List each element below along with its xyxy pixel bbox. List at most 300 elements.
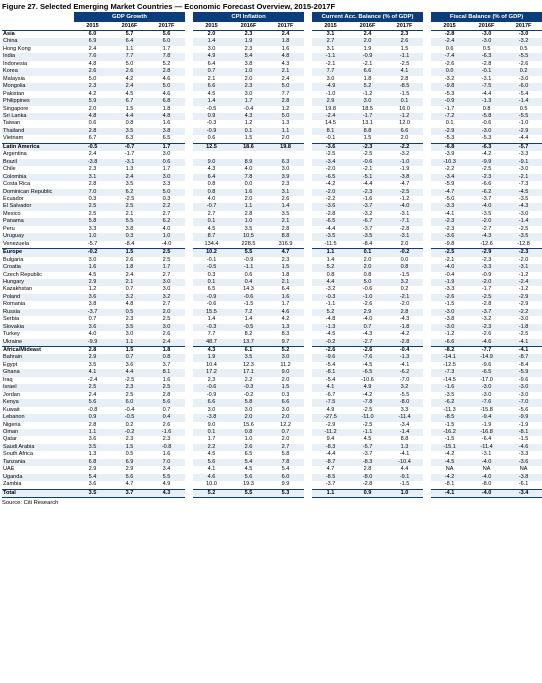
value-cell: -0.8 bbox=[87, 406, 98, 413]
value-cell: 1.3 bbox=[386, 444, 423, 451]
value-cell: -1.5 bbox=[444, 436, 455, 443]
value-cell: 0.6 bbox=[148, 159, 185, 166]
country-name: Total bbox=[2, 489, 74, 497]
value-cell: 6.3 bbox=[267, 159, 304, 166]
value-cell: 8.8 bbox=[349, 128, 386, 135]
value-cell: 0.7 bbox=[125, 286, 134, 293]
country-name: El Salvador bbox=[2, 203, 74, 210]
value-cell: 2.5 bbox=[148, 249, 185, 257]
value-cell: 0.7 bbox=[111, 354, 148, 361]
value-cell: -2.5 bbox=[124, 195, 135, 202]
country-name: South Africa bbox=[3, 451, 33, 458]
value-cell: -2.0 bbox=[312, 189, 349, 196]
value-cell: 2.6 bbox=[386, 38, 423, 45]
year-header: 2017F bbox=[148, 22, 185, 31]
value-cell: -3.2 bbox=[325, 286, 336, 293]
value-cell: -2.8 bbox=[386, 339, 423, 347]
value-cell: 6.0 bbox=[267, 474, 304, 481]
value-cell: 4.9 bbox=[193, 53, 230, 60]
value-cell: 19.3 bbox=[243, 481, 254, 488]
table-row bbox=[2, 233, 542, 240]
value-cell: -2.2 bbox=[505, 309, 542, 316]
country-name: Kazakhstan bbox=[3, 286, 32, 293]
value-cell: 228.5 bbox=[241, 240, 256, 247]
value-cell: 4.5 bbox=[207, 90, 216, 97]
table-row bbox=[2, 135, 542, 143]
value-cell: -0.1 bbox=[325, 135, 336, 142]
value-cell: 6.7 bbox=[88, 135, 97, 142]
value-cell: -2.1 bbox=[386, 294, 423, 301]
value-cell: 1.1 bbox=[312, 489, 349, 497]
value-cell: -3.1 bbox=[111, 159, 148, 166]
value-cell: 1.5 bbox=[111, 347, 148, 355]
value-cell: 3.8 bbox=[88, 301, 97, 308]
country-name: Europe bbox=[2, 249, 74, 257]
value-cell: 2.0 bbox=[148, 309, 185, 316]
value-cell: -4.0 bbox=[468, 474, 505, 481]
value-cell: 2.4 bbox=[349, 31, 386, 39]
value-cell: -2.4 bbox=[87, 376, 98, 383]
value-cell: -5.5 bbox=[505, 53, 542, 60]
value-cell: 2.5 bbox=[74, 384, 111, 391]
value-cell: -4.1 bbox=[505, 339, 542, 347]
value-cell: 2.8 bbox=[88, 181, 97, 188]
value-cell: -4.6 bbox=[505, 444, 542, 451]
value-cell: -2.3 bbox=[349, 143, 386, 151]
value-cell: 2.5 bbox=[88, 210, 97, 217]
value-cell: -27.5 bbox=[312, 414, 349, 421]
value-cell: -10.4 bbox=[386, 459, 423, 466]
value-cell: 1.0 bbox=[386, 489, 423, 497]
country-name: Singapore bbox=[3, 105, 29, 112]
value-cell: -2.1 bbox=[362, 166, 373, 173]
value-cell: -3.3 bbox=[431, 203, 468, 210]
value-cell: 2.6 bbox=[162, 421, 171, 428]
value-cell: 2.0 bbox=[244, 195, 253, 202]
value-cell: -16.2 bbox=[431, 429, 468, 436]
value-cell: 7.0 bbox=[148, 459, 185, 466]
value-cell: 6.8 bbox=[74, 459, 111, 466]
value-cell: 4.9 bbox=[326, 406, 335, 413]
value-cell: 0.5 bbox=[111, 309, 148, 316]
value-cell: -4.3 bbox=[468, 233, 505, 240]
table-row bbox=[2, 61, 542, 68]
value-cell: 4.1 bbox=[74, 369, 111, 376]
table-row bbox=[2, 226, 542, 233]
value-cell: 1.4 bbox=[193, 98, 230, 105]
value-cell: 13.1 bbox=[362, 120, 373, 127]
value-cell: -15.8 bbox=[480, 406, 493, 413]
value-cell: -4.8 bbox=[325, 316, 336, 323]
value-cell: 1.1 bbox=[111, 339, 148, 347]
value-cell: 2.5 bbox=[148, 384, 185, 391]
value-cell: -11.4 bbox=[468, 444, 505, 451]
value-cell: 0.7 bbox=[88, 316, 97, 323]
year-header: 2015 bbox=[74, 22, 111, 31]
table-body bbox=[2, 31, 542, 498]
value-cell: 4.8 bbox=[125, 301, 134, 308]
value-cell: -6.0 bbox=[505, 83, 542, 90]
country-name: Mexico bbox=[3, 210, 21, 217]
value-cell: 9.0 bbox=[193, 159, 230, 166]
value-cell: 5.5 bbox=[111, 218, 148, 225]
value-cell: -1.7 bbox=[481, 286, 492, 293]
country-name: Malaysia bbox=[3, 75, 25, 82]
value-cell: -0.8 bbox=[148, 444, 185, 451]
value-cell: -9.1 bbox=[505, 159, 542, 166]
value-cell: -2.2 bbox=[325, 195, 336, 202]
value-cell: 6.5 bbox=[244, 451, 253, 458]
country-name: Venezuela bbox=[3, 240, 29, 247]
value-cell: 19.8 bbox=[325, 105, 336, 112]
value-cell: 2.4 bbox=[111, 174, 148, 181]
value-cell: 3.6 bbox=[125, 361, 134, 368]
value-cell: 0.7 bbox=[267, 429, 304, 436]
value-cell: 4.3 bbox=[230, 113, 267, 120]
value-cell: 3.0 bbox=[326, 75, 335, 82]
value-cell: 13.7 bbox=[230, 339, 267, 347]
value-cell: 9.9 bbox=[281, 481, 290, 488]
value-cell: 1.6 bbox=[162, 451, 171, 458]
value-cell: -10.6 bbox=[361, 376, 374, 383]
table-row bbox=[2, 91, 542, 98]
value-cell: 2.0 bbox=[281, 436, 290, 443]
table-row bbox=[2, 53, 542, 60]
value-cell: -0.4 bbox=[243, 105, 254, 112]
value-cell: 3.7 bbox=[162, 361, 171, 368]
value-cell: -2.8 bbox=[481, 301, 492, 308]
table-row bbox=[2, 68, 542, 75]
value-cell: 3.0 bbox=[349, 98, 386, 105]
value-cell: -9.9 bbox=[74, 339, 111, 347]
value-cell: 3.5 bbox=[230, 354, 267, 361]
value-cell: 0.7 bbox=[193, 68, 230, 75]
value-cell: 5.3 bbox=[267, 489, 304, 497]
value-cell: 1.2 bbox=[281, 105, 290, 112]
value-cell: -1.3 bbox=[468, 98, 505, 105]
value-cell: -1.5 bbox=[399, 271, 410, 278]
table-row bbox=[2, 151, 542, 158]
value-cell: 8.7 bbox=[193, 233, 230, 240]
value-cell: -1.4 bbox=[386, 429, 423, 436]
country-name: Dominican Republic bbox=[2, 189, 74, 196]
value-cell: 2.7 bbox=[267, 444, 304, 451]
table-row bbox=[2, 316, 542, 323]
country-name: Zambia bbox=[3, 481, 22, 488]
value-cell: 5.2 bbox=[312, 264, 349, 271]
value-cell: -2.8 bbox=[431, 31, 468, 39]
value-cell: 1.8 bbox=[148, 347, 185, 355]
value-cell: 6.2 bbox=[111, 189, 148, 196]
value-cell: -7.2 bbox=[431, 113, 468, 120]
value-cell: -4.7 bbox=[431, 189, 468, 196]
value-cell: -2.6 bbox=[362, 301, 373, 308]
value-cell: -2.0 bbox=[468, 279, 505, 286]
value-cell: -5.8 bbox=[468, 113, 505, 120]
value-cell: 3.5 bbox=[111, 324, 148, 331]
value-cell: 5.6 bbox=[230, 474, 267, 481]
value-cell: -8.4 bbox=[362, 240, 373, 247]
table-row bbox=[2, 189, 542, 196]
value-cell: -1.5 bbox=[399, 481, 410, 488]
value-cell: 2.2 bbox=[244, 376, 253, 383]
value-cell: 2.8 bbox=[267, 98, 304, 105]
value-cell: 6.0 bbox=[111, 399, 148, 406]
value-cell: 4.4 bbox=[111, 113, 148, 120]
value-cell: -3.5 bbox=[349, 233, 386, 240]
value-cell: -7.5 bbox=[468, 83, 505, 90]
value-cell: 2.9 bbox=[88, 466, 97, 473]
value-cell: 1.8 bbox=[162, 105, 171, 112]
table-row bbox=[2, 286, 542, 293]
table-row bbox=[2, 429, 542, 436]
value-cell: -1.6 bbox=[148, 429, 185, 436]
value-cell: -7.1 bbox=[386, 218, 423, 225]
figure-title: Figure 27. Selected Emerging Market Countries — Economic Forecast Overview, 2015-2017F bbox=[2, 2, 336, 11]
value-cell: -0.9 bbox=[206, 391, 217, 398]
value-cell: -4.5 bbox=[325, 331, 336, 338]
value-cell: -4.1 bbox=[431, 489, 468, 497]
value-cell: -16.8 bbox=[468, 429, 505, 436]
value-cell: 1.3 bbox=[267, 324, 304, 331]
value-cell: 1.1 bbox=[230, 203, 267, 210]
value-cell: -3.0 bbox=[518, 75, 529, 82]
value-cell: 3.0 bbox=[148, 279, 185, 286]
value-cell: -8.5 bbox=[312, 474, 349, 481]
value-cell: -1.5 bbox=[444, 301, 455, 308]
value-cell: 0.8 bbox=[230, 429, 267, 436]
value-cell: 1.5 bbox=[125, 105, 134, 112]
value-cell: 6.1 bbox=[230, 347, 267, 355]
value-cell: 6.9 bbox=[111, 459, 148, 466]
value-cell: 4.8 bbox=[267, 53, 304, 60]
value-cell: -6.3 bbox=[468, 143, 505, 151]
value-cell: 1.9 bbox=[193, 354, 230, 361]
value-cell: 4.3 bbox=[148, 489, 185, 497]
value-cell: 6.6 bbox=[386, 128, 423, 135]
value-cell: 1.8 bbox=[363, 75, 372, 82]
country-name: Korea bbox=[2, 68, 74, 75]
value-cell: -12.6 bbox=[480, 240, 493, 247]
value-cell: -2.7 bbox=[349, 339, 386, 347]
value-cell: -4.0 bbox=[468, 459, 505, 466]
value-cell: -12.8 bbox=[517, 240, 530, 247]
value-cell: 4.8 bbox=[74, 113, 111, 120]
value-cell: 12.2 bbox=[280, 421, 291, 428]
value-cell: 5.0 bbox=[148, 189, 185, 196]
value-cell: 2.5 bbox=[125, 391, 134, 398]
value-cell: -14.5 bbox=[443, 376, 456, 383]
value-cell: 9.7 bbox=[267, 339, 304, 347]
value-cell: -0.6 bbox=[206, 301, 217, 308]
value-cell: -6.1 bbox=[518, 481, 529, 488]
value-cell: -8.5 bbox=[386, 83, 423, 90]
value-cell: -6.8 bbox=[431, 143, 468, 151]
value-cell: 2.8 bbox=[148, 68, 185, 75]
value-cell: -0.9 bbox=[349, 53, 386, 60]
value-cell: 4.3 bbox=[281, 60, 290, 67]
table-row bbox=[2, 272, 542, 279]
value-cell: -5.3 bbox=[481, 135, 492, 142]
group-header-cpi: CPI Inflation bbox=[193, 12, 304, 22]
value-cell: 2.4 bbox=[125, 271, 134, 278]
value-cell: -1.7 bbox=[124, 151, 135, 158]
value-cell: -5.5 bbox=[399, 391, 410, 398]
value-cell: -8.7 bbox=[505, 354, 542, 361]
value-cell: NA bbox=[482, 466, 491, 473]
value-cell: 3.3 bbox=[88, 225, 97, 232]
value-cell: 0.2 bbox=[125, 421, 134, 428]
value-cell: 0.8 bbox=[207, 181, 216, 188]
value-cell: 3.0 bbox=[281, 166, 290, 173]
value-cell: 0.8 bbox=[148, 354, 185, 361]
value-cell: -4.4 bbox=[481, 90, 492, 97]
value-cell: -7.3 bbox=[431, 369, 468, 376]
value-cell: -3.7 bbox=[362, 451, 373, 458]
year-header: 2016F bbox=[111, 22, 148, 31]
value-cell: 4.3 bbox=[193, 347, 230, 355]
value-cell: -5.3 bbox=[444, 135, 455, 142]
table-row bbox=[2, 166, 542, 173]
value-cell: 2.8 bbox=[363, 466, 372, 473]
value-cell: 3.2 bbox=[148, 294, 185, 301]
value-cell: -2.6 bbox=[518, 60, 529, 67]
value-cell: -1.5 bbox=[243, 301, 254, 308]
value-cell: 5.7 bbox=[111, 31, 148, 39]
corner-cell bbox=[2, 12, 74, 22]
value-cell: -2.6 bbox=[444, 60, 455, 67]
value-cell: -4.1 bbox=[399, 451, 410, 458]
value-cell: 3.5 bbox=[74, 444, 111, 451]
table-row bbox=[2, 399, 542, 406]
value-cell: 2.4 bbox=[88, 151, 97, 158]
year-header: 2015 bbox=[193, 22, 230, 31]
value-cell: -7.4 bbox=[431, 53, 468, 60]
value-cell: -1.2 bbox=[362, 90, 373, 97]
value-cell: -2.2 bbox=[444, 166, 455, 173]
value-cell: 3.5 bbox=[281, 210, 290, 217]
value-cell: 4.6 bbox=[162, 75, 171, 82]
value-cell: -2.5 bbox=[386, 189, 423, 196]
value-cell: -3.0 bbox=[431, 324, 468, 331]
value-cell: 18.6 bbox=[230, 143, 267, 151]
country-name: Taiwan bbox=[3, 120, 21, 127]
table-row bbox=[2, 211, 542, 218]
value-cell: -2.3 bbox=[444, 225, 455, 232]
table-row bbox=[2, 38, 542, 45]
value-cell: -6.5 bbox=[349, 369, 386, 376]
value-cell: 3.0 bbox=[125, 331, 134, 338]
table-row bbox=[2, 459, 542, 466]
table-row bbox=[2, 354, 542, 361]
value-cell: 6.0 bbox=[74, 31, 111, 39]
value-cell: 1.0 bbox=[148, 233, 185, 240]
value-cell: 9.4 bbox=[326, 436, 335, 443]
value-cell: 3.0 bbox=[148, 324, 185, 331]
value-cell: 10.2 bbox=[193, 249, 230, 257]
table-row bbox=[2, 46, 542, 53]
value-cell: 2.9 bbox=[74, 279, 111, 286]
value-cell: -3.0 bbox=[518, 166, 529, 173]
value-cell: 0.0 bbox=[400, 256, 409, 263]
value-cell: 6.4 bbox=[281, 286, 290, 293]
value-cell: -0.3 bbox=[206, 120, 217, 127]
value-cell: 6.4 bbox=[111, 38, 148, 45]
value-cell: -1.7 bbox=[444, 105, 455, 112]
table-row bbox=[2, 377, 542, 384]
group-header-fiscal: Fiscal Balance (% of GDP) bbox=[431, 12, 542, 22]
value-cell: -4.0 bbox=[431, 264, 468, 271]
value-cell: 2.4 bbox=[267, 31, 304, 39]
value-cell: 2.9 bbox=[125, 466, 134, 473]
value-cell: 2.1 bbox=[125, 210, 134, 217]
value-cell: -3.0 bbox=[518, 391, 529, 398]
value-cell: -4.0 bbox=[362, 316, 373, 323]
value-cell: -17.0 bbox=[480, 376, 493, 383]
value-cell: -5.1 bbox=[349, 174, 386, 181]
value-cell: -2.3 bbox=[431, 218, 468, 225]
value-cell: 1.3 bbox=[281, 120, 290, 127]
value-cell: -8.1 bbox=[312, 369, 349, 376]
value-cell: -6.3 bbox=[468, 53, 505, 60]
value-cell: 2.4 bbox=[281, 75, 290, 82]
value-cell: -4.2 bbox=[325, 181, 336, 188]
country-name: Asia bbox=[2, 31, 74, 39]
value-cell: 1.0 bbox=[230, 68, 267, 75]
country-name: Serbia bbox=[3, 316, 20, 323]
value-cell: -9.6 bbox=[481, 361, 492, 368]
value-cell: NA bbox=[519, 466, 528, 473]
value-cell: 1.3 bbox=[88, 451, 97, 458]
value-cell: -3.0 bbox=[518, 210, 529, 217]
value-cell: 6.0 bbox=[148, 38, 185, 45]
value-cell: -5.0 bbox=[444, 195, 455, 202]
value-cell: 1.3 bbox=[125, 166, 134, 173]
value-cell: 2.1 bbox=[207, 75, 216, 82]
value-cell: 4.7 bbox=[326, 466, 335, 473]
table-row bbox=[2, 422, 542, 429]
value-cell: -3.0 bbox=[468, 38, 505, 45]
year-header: 2016F bbox=[349, 22, 386, 31]
value-cell: 1.6 bbox=[281, 45, 290, 52]
value-cell: 0.3 bbox=[88, 195, 97, 202]
value-cell: 5.0 bbox=[267, 113, 304, 120]
region-row bbox=[2, 143, 542, 151]
value-cell: -2.2 bbox=[386, 143, 423, 151]
value-cell: 0.2 bbox=[400, 286, 409, 293]
value-cell: -7.8 bbox=[349, 399, 386, 406]
country-name: India bbox=[2, 53, 74, 60]
value-cell: 3.6 bbox=[88, 436, 97, 443]
value-cell: 3.6 bbox=[88, 481, 97, 488]
value-cell: -1.6 bbox=[431, 384, 468, 391]
value-cell: -3.2 bbox=[481, 316, 492, 323]
value-cell: 4.8 bbox=[148, 113, 185, 120]
value-cell: -2.4 bbox=[312, 113, 349, 120]
value-cell: -1.7 bbox=[349, 113, 386, 120]
value-cell: -1.1 bbox=[230, 264, 267, 271]
value-cell: 1.7 bbox=[148, 143, 185, 151]
value-cell: -2.3 bbox=[481, 256, 492, 263]
value-cell: 0.5 bbox=[519, 45, 528, 52]
value-cell: 1.8 bbox=[111, 264, 148, 271]
country-name: Jordan bbox=[3, 391, 20, 398]
value-cell: 7.6 bbox=[74, 53, 111, 60]
value-cell: 8.3 bbox=[281, 331, 290, 338]
value-cell: 0.9 bbox=[193, 113, 230, 120]
value-cell: 1.5 bbox=[244, 135, 253, 142]
value-cell: 2.9 bbox=[74, 354, 111, 361]
